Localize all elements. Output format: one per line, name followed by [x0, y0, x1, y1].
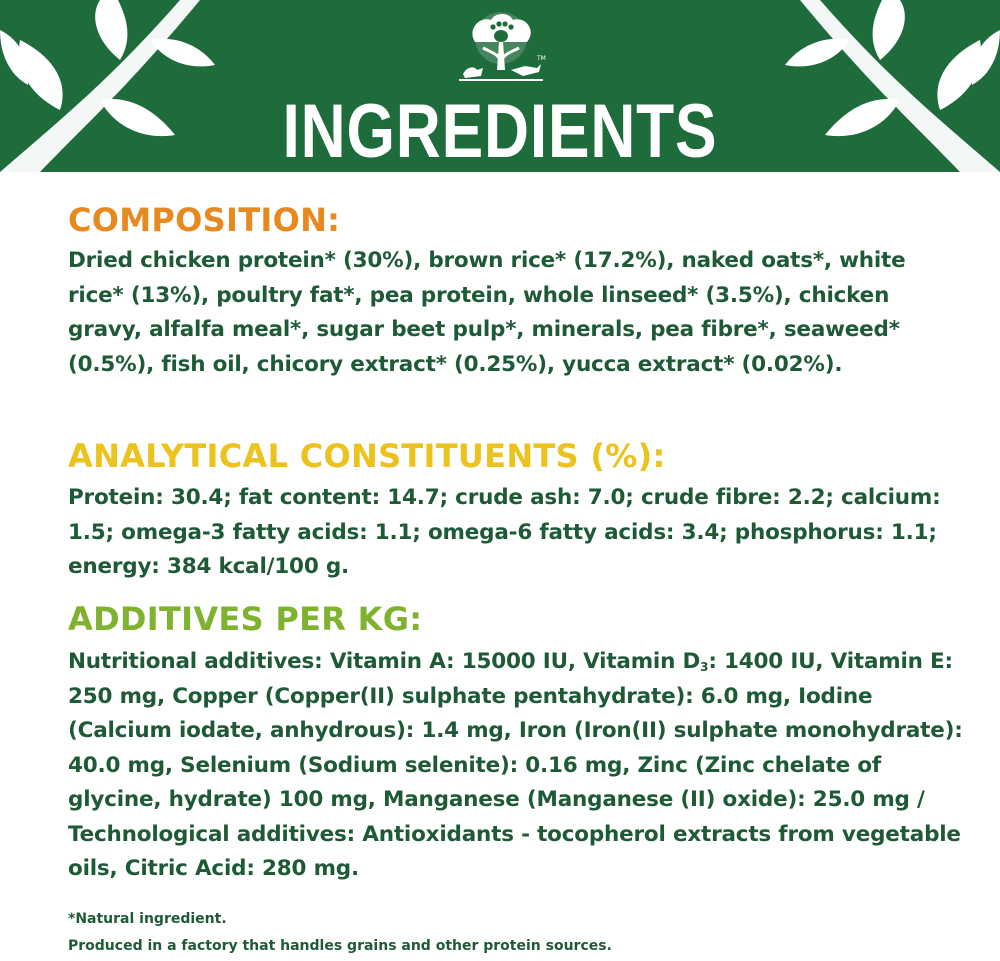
composition-heading: COMPOSITION: — [68, 201, 341, 239]
additives-text-part2: : 1400 IU, Vitamin E: 250 mg, Copper (Copper(II) sulphate pentahydrate): 6.0 mg, Iodine (Calcium iodate, anhydrous): 1.4 mg, Iron (Iron(II) sulphate monohydrate): 40.0 mg, Selenium (Sodium selenite): 0.16 mg, Zinc (Zinc chelate of glycine, hydrate) 100 mg, Manganese (Manganese (II) oxide): 25.0 mg / Technological additives: Antioxidants - tocopherol extracts from vegetable oils, Citric Acid: 280 mg. — [68, 649, 963, 881]
svg-text:TM: TM — [537, 55, 546, 62]
analytical-heading: ANALYTICAL CONSTITUENTS (%): — [68, 437, 666, 475]
footnote-factory: Produced in a factory that handles grains and other protein sources. — [68, 938, 612, 954]
composition-text: Dried chicken protein* (30%), brown rice* (17.2%), naked oats*, white rice* (13%), poultry fat*, pea protein, whole linseed* (3.5%), chicken gravy, alfalfa meal*, sugar beet pulp*, minerals, pea fibre*, seaweed* (0.5%), fish oil, chicory extract* (0.25%), yucca extract* (0.02%). — [68, 248, 906, 377]
additives-heading: ADDITIVES PER KG: — [68, 600, 423, 638]
composition-section — [68, 200, 968, 382]
additives-section — [68, 599, 968, 887]
analytical-text: Protein: 30.4; fat content: 14.7; crude ash: 7.0; crude fibre: 2.2; calcium: 1.5; omega-3 fatty acids: 1.1; omega-6 fatty acids: 3.4; phosphorus: 1.1; energy: 384 kcal/100 g. — [68, 485, 941, 579]
tree-paw-logo-icon — [453, 8, 549, 94]
vitamin-d-subscript: 3 — [700, 660, 709, 674]
header-banner — [0, 0, 1000, 172]
additives-text-part1: Nutritional additives: Vitamin A: 15000 IU, Vitamin D — [68, 649, 701, 674]
footnotes — [68, 906, 968, 960]
page-title: INGREDIENTS — [282, 89, 718, 172]
footnote-natural: *Natural ingredient. — [68, 911, 227, 927]
additives-text — [68, 645, 968, 887]
analytical-section — [68, 436, 968, 585]
